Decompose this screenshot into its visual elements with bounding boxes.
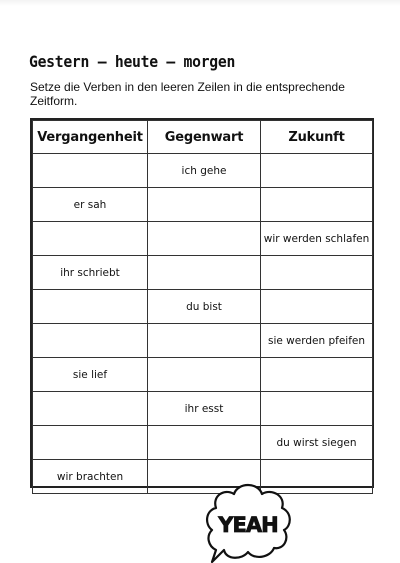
table-row [33,154,373,188]
table-cell[interactable] [33,222,148,256]
table-cell[interactable] [148,188,261,222]
table-row [33,222,373,256]
table-cell[interactable] [261,256,373,290]
table-cell[interactable] [33,426,148,460]
table-cell: du bist [148,290,261,324]
table-cell[interactable] [261,154,373,188]
table-cell[interactable] [261,188,373,222]
table-cell[interactable] [33,392,148,426]
table-cell: sie werden pfeifen [261,324,373,358]
table-cell: du wirst siegen [261,426,373,460]
table-row [33,392,373,426]
table-cell[interactable] [33,324,148,358]
table-cell[interactable] [261,358,373,392]
table-row [33,256,373,290]
table-row [33,188,373,222]
table-row [33,426,373,460]
verb-tense-table [30,118,374,488]
page-top-edge [0,0,400,6]
table-row [33,358,373,392]
table-cell[interactable] [148,256,261,290]
table-header-row [33,121,373,154]
cloud-burst-icon [202,476,294,563]
table-cell[interactable] [261,290,373,324]
table-cell[interactable] [148,222,261,256]
table-cell: wir werden schlafen [261,222,373,256]
table-cell[interactable] [148,324,261,358]
header-vergangenheit: Vergangenheit [33,121,148,154]
table-cell: sie lief [33,358,148,392]
table-cell[interactable] [148,426,261,460]
worksheet-title: Gestern – heute – morgen [29,52,236,71]
table-cell[interactable] [148,358,261,392]
table-cell[interactable] [261,392,373,426]
header-zukunft: Zukunft [261,121,373,154]
table-cell: wir brachten [33,460,148,494]
table-cell: er sah [33,188,148,222]
table-row [33,324,373,358]
table-cell[interactable] [33,154,148,188]
table-cell[interactable] [33,290,148,324]
header-gegenwart: Gegenwart [148,121,261,154]
sticker-text: YEAH [218,513,278,537]
instruction-text: Setze die Verben in den leeren Zeilen in die entsprechende Zeitform. [30,80,345,108]
table-cell: ihr schriebt [33,256,148,290]
table-cell: ich gehe [148,154,261,188]
table-cell: ihr esst [148,392,261,426]
table-row [33,290,373,324]
